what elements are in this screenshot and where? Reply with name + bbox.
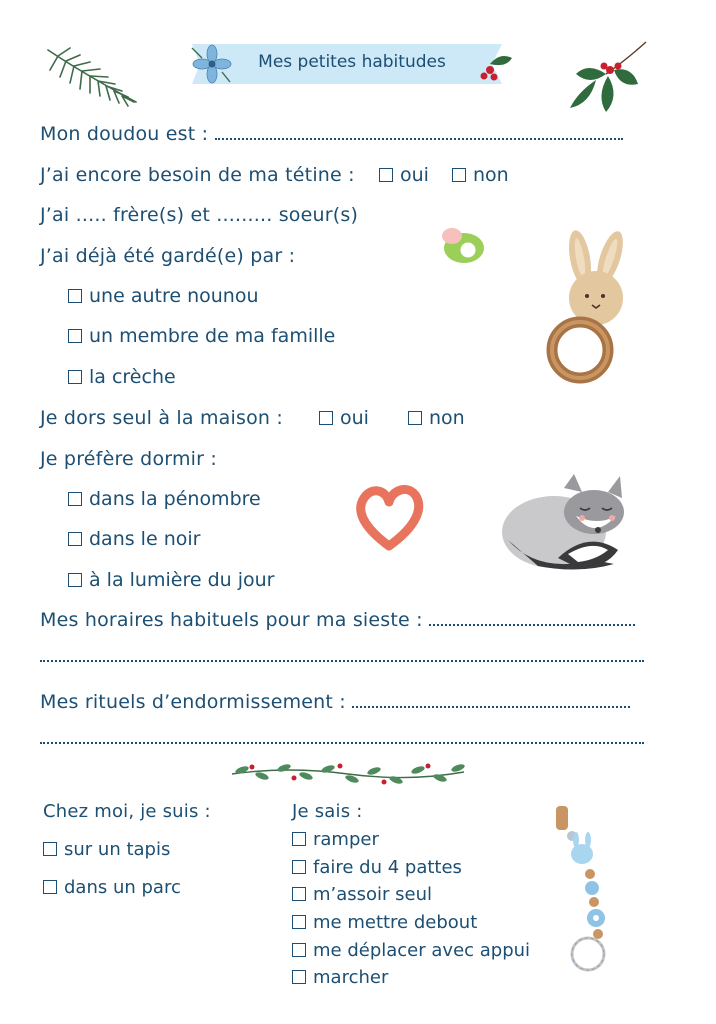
siblings-sisters: soeur(s) [278, 204, 359, 226]
garde-line [40, 244, 295, 268]
sieste-label: Mes horaires habituels pour ma sieste : [40, 609, 423, 631]
dors-seul-line [40, 406, 283, 430]
checkbox[interactable] [68, 289, 82, 303]
checkbox[interactable] [43, 842, 57, 856]
dormir-option-label: dans la pénombre [89, 488, 261, 510]
holly-berry-icon [480, 50, 516, 82]
checkbox[interactable] [43, 880, 57, 894]
siblings-brothers-gap[interactable]: ..... [75, 204, 107, 226]
chez-moi-line [43, 800, 211, 824]
doudou-line [40, 122, 623, 146]
tetine-yes-label: oui [400, 164, 429, 186]
pacifier-clip-icon [548, 804, 620, 972]
je-sais-line [292, 800, 362, 824]
checkbox[interactable] [408, 411, 422, 425]
dors-seul-label: Je dors seul à la maison : [40, 407, 283, 429]
garde-option-3[interactable] [68, 365, 176, 389]
chez-moi-option-2[interactable] [43, 876, 181, 900]
je-sais-option-3[interactable] [292, 883, 432, 907]
je-sais-option-label: me déplacer avec appui [313, 940, 531, 961]
checkbox[interactable] [379, 168, 393, 182]
dors-seul-no-label: non [429, 407, 465, 429]
sieste-field-2[interactable] [40, 660, 644, 662]
bunny-teether-icon [540, 228, 646, 388]
je-sais-option-label: ramper [313, 829, 379, 850]
dormir-option-label: dans le noir [89, 528, 201, 550]
doudou-field[interactable] [215, 132, 623, 140]
sleeping-fox-icon [498, 470, 630, 574]
dormir-option-3[interactable] [68, 568, 274, 592]
je-sais-option-label: marcher [313, 967, 389, 988]
chez-moi-label: Chez moi, je suis : [43, 801, 211, 822]
je-sais-option-label: me mettre debout [313, 912, 478, 933]
rituels-line [40, 690, 630, 714]
heart-icon [352, 480, 426, 554]
tetine-line [40, 163, 355, 187]
rituels-field-2[interactable] [40, 742, 644, 744]
checkbox[interactable] [292, 915, 306, 929]
holly-icon [566, 40, 650, 116]
tetine-no-option[interactable] [452, 163, 509, 187]
garland-icon [228, 758, 468, 788]
je-sais-option-label: m’assoir seul [313, 884, 433, 905]
checkbox[interactable] [68, 492, 82, 506]
sieste-line [40, 608, 635, 632]
siblings-prefix: J’ai [40, 204, 70, 226]
header-banner [192, 40, 512, 88]
dormir-label: Je préfère dormir : [40, 448, 217, 470]
dors-seul-yes-option[interactable] [319, 406, 369, 430]
garde-option-2[interactable] [68, 324, 335, 348]
checkbox[interactable] [292, 832, 306, 846]
checkbox[interactable] [292, 887, 306, 901]
pacifier-icon [438, 222, 492, 268]
dormir-option-label: à la lumière du jour [89, 569, 275, 591]
doudou-label: Mon doudou est : [40, 123, 209, 145]
tetine-yes-option[interactable] [379, 163, 429, 187]
garde-option-label: la crèche [89, 366, 176, 388]
chez-moi-option-1[interactable] [43, 838, 170, 862]
dormir-line [40, 447, 217, 471]
checkbox[interactable] [319, 411, 333, 425]
checkbox[interactable] [68, 370, 82, 384]
chez-moi-option-label: dans un parc [64, 877, 181, 898]
dors-seul-no-option[interactable] [408, 406, 465, 430]
sieste-field[interactable] [429, 618, 635, 626]
dormir-option-2[interactable] [68, 527, 200, 551]
garde-option-label: une autre nounou [89, 285, 259, 307]
je-sais-option-5[interactable] [292, 939, 530, 963]
pine-branch-icon [44, 44, 140, 110]
flower-icon [188, 42, 236, 86]
page-title: Mes petites habitudes [258, 52, 446, 72]
dormir-option-1[interactable] [68, 487, 261, 511]
dors-seul-yes-label: oui [340, 407, 369, 429]
rituels-field[interactable] [352, 700, 630, 708]
siblings-brothers: frère(s) et [113, 204, 211, 226]
garde-label: J’ai déjà été gardé(e) par : [40, 245, 296, 267]
checkbox[interactable] [292, 970, 306, 984]
siblings-sisters-gap[interactable]: ......... [216, 204, 273, 226]
checkbox[interactable] [292, 943, 306, 957]
je-sais-option-1[interactable] [292, 828, 379, 852]
checkbox[interactable] [68, 329, 82, 343]
tetine-no-label: non [473, 164, 509, 186]
tetine-label: J’ai encore besoin de ma tétine : [40, 164, 355, 186]
garde-option-label: un membre de ma famille [89, 325, 336, 347]
checkbox[interactable] [68, 532, 82, 546]
checkbox[interactable] [292, 860, 306, 874]
je-sais-option-label: faire du 4 pattes [313, 857, 462, 878]
checkbox[interactable] [452, 168, 466, 182]
checkbox[interactable] [68, 573, 82, 587]
je-sais-option-4[interactable] [292, 911, 477, 935]
je-sais-option-2[interactable] [292, 856, 462, 880]
rituels-label: Mes rituels d’endormissement : [40, 691, 346, 713]
garde-option-1[interactable] [68, 284, 259, 308]
siblings-line [40, 203, 358, 227]
chez-moi-option-label: sur un tapis [64, 839, 171, 860]
je-sais-label: Je sais : [292, 801, 363, 822]
je-sais-option-6[interactable] [292, 966, 388, 990]
